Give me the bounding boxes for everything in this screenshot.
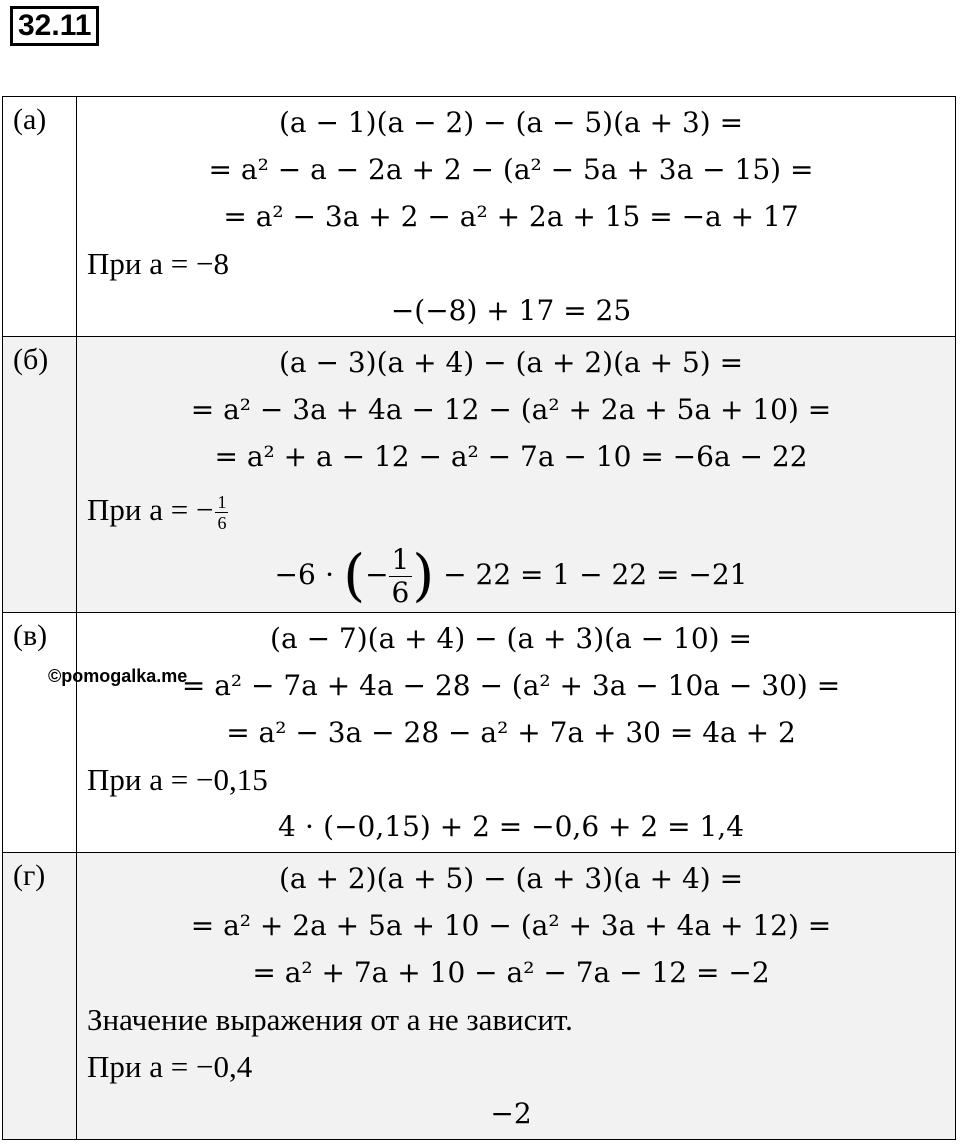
expression-line: = a² + 7a + 10 − a² − 7a − 12 = −2	[252, 956, 770, 989]
part-body	[77, 97, 956, 337]
calculation-line: 4 ⋅ (−0,15) + 2 = −0,6 + 2 = 1,4	[277, 810, 745, 843]
expression-line: (a + 2)(a + 5) − (a + 3)(a + 4) =	[278, 862, 744, 895]
substitution-line	[87, 480, 955, 540]
part-a-row	[3, 97, 956, 337]
substitution-line: При a = −8	[87, 246, 229, 281]
open-paren: (	[343, 543, 366, 609]
part-body	[77, 853, 956, 1140]
calc-prefix: −6 ⋅	[274, 558, 344, 591]
solution-table	[2, 96, 956, 1140]
expression-line: (a − 1)(a − 2) − (a − 5)(a + 3) =	[278, 106, 744, 139]
substitution-prefix: При a = −	[87, 492, 214, 527]
substitution-line: При a = −0,4	[87, 1049, 253, 1084]
expression-line: = a² − 7a + 4a − 28 − (a² + 3a − 10a − 30) =	[181, 669, 841, 702]
fraction	[215, 492, 228, 533]
part-body	[77, 613, 956, 853]
part-label: (в)	[3, 613, 77, 853]
part-b-row	[3, 337, 956, 613]
denominator: 6	[391, 576, 410, 609]
numerator: 1	[389, 544, 413, 577]
calculation-line: −(−8) + 17 = 25	[390, 294, 632, 327]
expression-line: (a − 3)(a + 4) − (a + 2)(a + 5) =	[278, 346, 744, 379]
note-line: Значение выражения от a не зависит.	[87, 1002, 573, 1037]
calc-suffix: − 22 = 1 − 22 = −21	[443, 558, 748, 591]
watermark: ©pomogalka.me	[48, 666, 188, 686]
part-label: (б)	[3, 337, 77, 613]
expression-line: = a² + a − 12 − a² − 7a − 10 = −6a − 22	[214, 440, 808, 473]
expression-line: = a² − a − 2a + 2 − (a² − 5a + 3a − 15) =	[208, 153, 814, 186]
close-paren: )	[412, 543, 435, 609]
calculation-line: −2	[490, 1097, 532, 1130]
part-body	[77, 337, 956, 613]
expression-line: = a² + 2a + 5a + 10 − (a² + 3a + 4a + 12) =	[190, 909, 832, 942]
calculation-line: −6 ⋅ (− $\frac{1}{6}$ ) − 22 = 1 − 22 = −21	[274, 543, 748, 609]
expression-line: = a² − 3a + 2 − a² + 2a + 15 = −a + 17	[223, 200, 799, 233]
problem-number: 32.11	[10, 6, 99, 46]
denominator: 6	[217, 513, 227, 534]
substitution-line: При a = −0,15	[87, 762, 268, 797]
part-g-row	[3, 853, 956, 1140]
expression-line: (a − 7)(a + 4) − (a + 3)(a − 10) =	[270, 622, 752, 655]
part-v-row	[3, 613, 956, 853]
numerator: 1	[217, 492, 227, 513]
part-label: (а)	[3, 97, 77, 337]
part-label: (г)	[3, 853, 77, 1140]
fraction	[389, 544, 413, 609]
expression-line: = a² − 3a + 4a − 12 − (a² + 2a + 5a + 10) =	[190, 393, 832, 426]
expression-line: = a² − 3a − 28 − a² + 7a + 30 = 4a + 2	[226, 716, 796, 749]
